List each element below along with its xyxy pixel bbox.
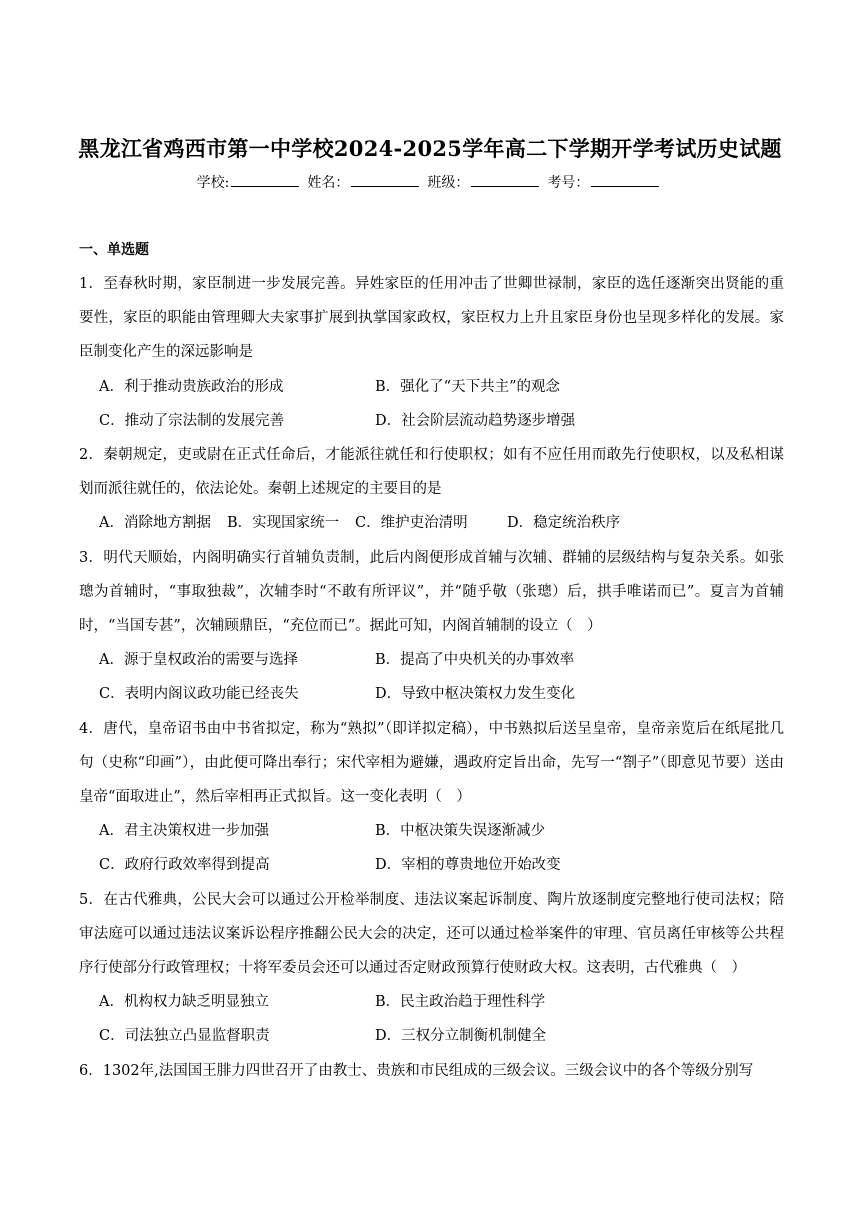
school-blank[interactable] — [231, 172, 299, 187]
student-info-line — [0, 172, 860, 193]
option-b[interactable]: B．提高了中央机关的办事效率 — [375, 652, 575, 669]
question-2 — [79, 438, 784, 541]
option-a[interactable]: A．消除地方割据 — [99, 515, 211, 532]
section-heading: 一、单选题 — [79, 242, 149, 258]
question-list — [79, 267, 784, 1088]
question-stem: 5．在古代雅典，公民大会可以通过公开检举制度、违法议案起诉制度、陶片放逐制度完整地行使司法权；陪审法庭可以通过违法议案诉讼程序推翻公民大会的决定，还可以通过检举案件的审理、官员离任审核等公共程序行使部分行政管理权；十将军委员会还可以通过否定财政预算行使财政大权。这表明，古代雅典（ ） — [79, 891, 784, 976]
option-c[interactable]: C．推动了宗法制的发展完善 — [99, 412, 285, 429]
options-row — [79, 814, 784, 848]
question-6 — [79, 1054, 784, 1088]
number-blank[interactable] — [591, 172, 659, 187]
options-row — [79, 1019, 784, 1053]
name-blank[interactable] — [351, 172, 419, 187]
number-label: 考号： — [547, 175, 590, 191]
question-5 — [79, 883, 784, 1054]
school-label: 学校: — [196, 175, 230, 191]
question-stem: 4．唐代，皇帝诏书由中书省拟定，称为“熟拟”（即详拟定稿），中书熟拟后送呈皇帝，皇帝亲览后在纸尾批几句（史称“印画”），由此便可降出奉行；宋代宰相为避嫌，遇政府定旨出命，先写一“劄子”（即意见节要）送由皇帝“面取进止”，然后宰相再正式拟旨。这一变化表明（ ） — [79, 720, 784, 805]
name-label: 姓名： — [307, 175, 350, 191]
options-row — [79, 404, 784, 438]
option-c[interactable]: C．表明内阁议政功能已经丧失 — [99, 686, 299, 703]
question-stem: 6．1302年,法国国王腓力四世召开了由教士、贵族和市民组成的三级会议。三级会议中的各个等级分别写 — [79, 1062, 754, 1079]
option-b[interactable]: B．民主政治趋于理性科学 — [375, 994, 546, 1011]
option-b[interactable]: B．强化了“天下共主”的观念 — [375, 378, 560, 395]
class-label: 班级： — [427, 175, 470, 191]
option-b[interactable]: B．实现国家统一 — [227, 515, 340, 532]
options-row — [79, 677, 784, 711]
option-a[interactable]: A．利于推动贵族政治的形成 — [99, 378, 284, 395]
option-d[interactable]: D．宰相的尊贵地位开始改变 — [375, 857, 561, 874]
options-row — [79, 848, 784, 882]
question-stem: 3．明代天顺始，内阁明确实行首辅负责制，此后内阁便形成首辅与次辅、群辅的层级结构与复杂关系。如张璁为首辅时，“事取独裁”，次辅李时“不敢有所评议”，并“随乎敬（张璁）后，拱手唯诺而已”。夏言为首辅时，“当国专甚”，次辅顾鼎臣，“充位而已”。据此可知，内阁首辅制的设立（ ） — [79, 549, 784, 634]
options-row — [79, 506, 784, 540]
option-a[interactable]: A．机构权力缺乏明显独立 — [99, 994, 269, 1011]
option-c[interactable]: C．维护吏治清明 — [355, 515, 468, 532]
option-a[interactable]: A．源于皇权政治的需要与选择 — [99, 652, 298, 669]
option-a[interactable]: A．君主决策权进一步加强 — [99, 823, 269, 840]
option-c[interactable]: C．政府行政效率得到提高 — [99, 857, 270, 874]
options-row — [79, 370, 784, 404]
option-d[interactable]: D．三权分立制衡机制健全 — [375, 1028, 547, 1045]
option-d[interactable]: D．导致中枢决策权力发生变化 — [375, 686, 576, 703]
question-4 — [79, 712, 784, 883]
option-d[interactable]: D．稳定统治秩序 — [507, 515, 621, 532]
option-b[interactable]: B．中枢决策失误逐渐减少 — [375, 823, 546, 840]
option-d[interactable]: D．社会阶层流动趋势逐步增强 — [375, 412, 576, 429]
class-blank[interactable] — [471, 172, 539, 187]
question-3 — [79, 541, 784, 712]
options-row — [79, 643, 784, 677]
question-stem: 1．至春秋时期，家臣制进一步发展完善。异姓家臣的任用冲击了世卿世禄制，家臣的选任逐渐突出贤能的重要性，家臣的职能由管理卿大夫家事扩展到执掌国家政权，家臣权力上升且家臣身份也呈现多样化的发展。家臣制变化产生的深远影响是 — [79, 276, 784, 361]
option-c[interactable]: C．司法独立凸显监督职责 — [99, 1028, 270, 1045]
question-stem: 2．秦朝规定，吏或尉在正式任命后，才能派往就任和行使职权；如有不应任用而敢先行使职权，以及私相谋划而派往就任的，依法论处。秦朝上述规定的主要目的是 — [79, 446, 784, 498]
question-1 — [79, 267, 784, 438]
options-row — [79, 985, 784, 1019]
page-title: 黑龙江省鸡西市第一中学校2024-2025学年高二下学期开学考试历史试题 — [78, 136, 782, 161]
